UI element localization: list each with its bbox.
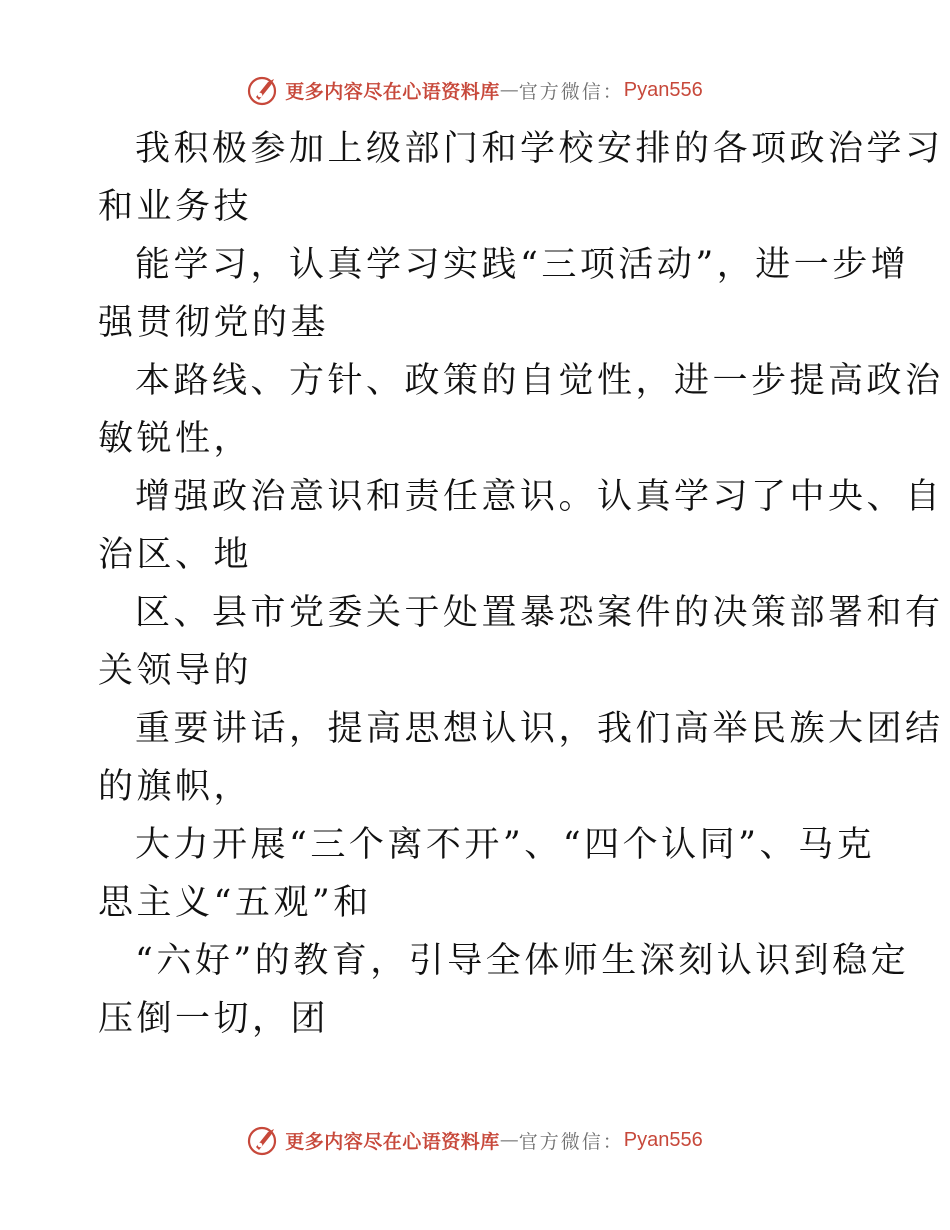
banner-site-text: 更多内容尽在心语资料库 [285,80,500,103]
banner-official-label: 官方微信： [518,1130,624,1153]
paragraph-line: 压倒一切，团 [98,999,330,1039]
document-body [98,120,944,1048]
paragraph-line: 治区、地 [98,535,253,575]
paragraph-line: 增强政治意识和责任意识。认真学习了中央、自 [135,477,944,517]
paragraph-line: 大力开展“三个离不开”、“四个认同”、马克 [135,825,876,865]
banner-dash: — [499,1129,519,1151]
banner-wechat-id: Pyan556 [623,78,703,101]
pen-nib-logo-icon [247,1123,281,1157]
paragraph-line: 强贯彻党的基 [98,303,330,343]
paragraph-line: 重要讲话，提高思想认识，我们高举民族大团结 [135,709,944,749]
pen-nib-logo-icon [247,73,281,107]
paragraph-line: 能学习，认真学习实践“三项活动”，进一步增 [135,245,910,285]
paragraph-line: 区、县市党委关于处置暴恐案件的决策部署和有 [135,593,944,633]
paragraph-line: 的旗帜， [98,767,253,807]
paragraph-line: “六好”的教育，引导全体师生深刻认识到稳定 [135,941,910,981]
paragraph [98,584,944,700]
banner-wechat-id: Pyan556 [623,1128,703,1151]
paragraph-line: 关领导的 [98,651,253,691]
paragraph-line: 思主义“五观”和 [98,883,372,923]
header-banner [0,70,950,110]
paragraph-line: 敏锐性， [98,419,253,459]
paragraph [98,352,944,468]
banner-site-text: 更多内容尽在心语资料库 [285,1130,500,1153]
paragraph-line: 我积极参加上级部门和学校安排的各项政治学习 [135,129,944,169]
paragraph [98,468,944,584]
banner-dash: — [499,79,519,101]
footer-banner [0,1120,950,1160]
paragraph-line: 本路线、方针、政策的自觉性，进一步提高政治 [135,361,944,401]
paragraph [98,816,876,932]
paragraph [98,700,944,816]
paragraph [98,236,910,352]
paragraph [98,932,910,1048]
banner-official-label: 官方微信： [518,80,624,103]
paragraph [98,120,944,236]
paragraph-line: 和业务技 [98,187,253,227]
